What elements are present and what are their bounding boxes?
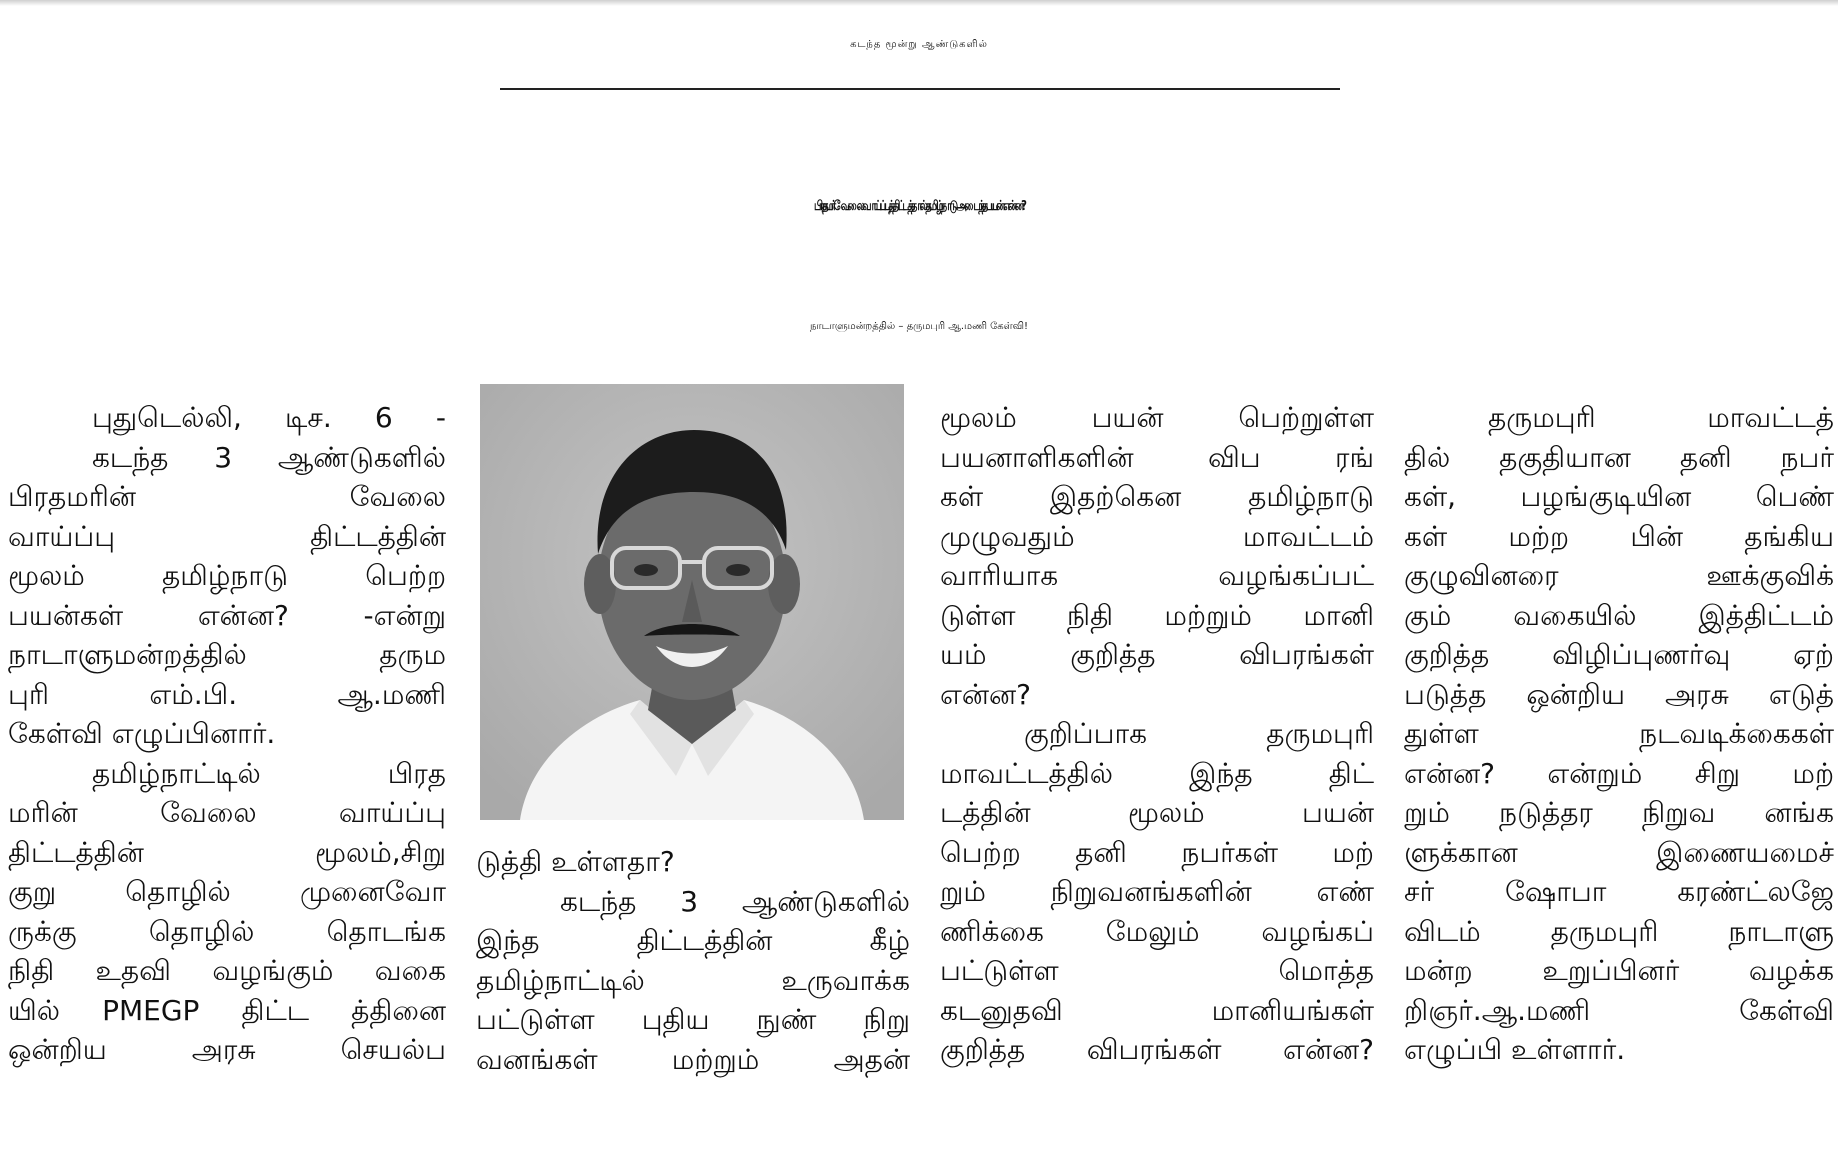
column-line: தருமபுரி மாவட்டத் <box>1488 401 1834 434</box>
column-line: படுத்த ஒன்றிய அரசு எடுத் <box>1404 677 1834 711</box>
column-line: மரின் வேலை வாய்ப்பு <box>8 796 446 829</box>
column-line: யம் குறித்த விபரங்கள் <box>940 638 1374 671</box>
column-line: மூலம் பயன் பெற்றுள்ள <box>940 401 1374 434</box>
column-line: துள்ள நடவடிக்கைகள் <box>1404 717 1834 750</box>
column-line: கடனுதவி மானியங்கள் <box>940 993 1374 1027</box>
column-line: தமிழ்நாட்டில் பிரத <box>92 756 446 790</box>
column-line: ருக்கு தொழில் தொடங்க <box>8 914 446 948</box>
column-line: விடம் தருமபுரி நாடாளு <box>1404 914 1834 948</box>
column-line: சர் ஷோபா கரண்ட்லஜே <box>1404 875 1834 908</box>
column-line: றும் நிறுவனங்களின் எண் <box>940 875 1374 908</box>
column-line: மாவட்டத்தில் இந்த திட் <box>940 756 1374 790</box>
column-line: கடந்த 3 ஆண்டுகளில் <box>560 884 910 918</box>
article-kicker: கடந்த மூன்று ஆண்டுகளில் <box>850 39 988 50</box>
column-line: குறு தொழில் முனைவோ <box>8 875 446 908</box>
article-column-3 <box>940 398 1374 1070</box>
column-line: கடந்த 3 ஆண்டுகளில் <box>92 440 446 474</box>
column-line: பட்டுள்ள மொத்த <box>940 954 1374 987</box>
column-line: ஒன்றிய அரசு செயல்ப <box>8 1033 446 1066</box>
column-line: டுத்தி உள்ளதா? <box>476 845 675 878</box>
column-line: என்ன? <box>940 677 1032 711</box>
column-line: றும் நடுத்தர நிறுவ னங்க <box>1404 796 1834 829</box>
column-line: புரி எம்.பி. ஆ.மணி <box>8 677 446 711</box>
column-line: பெற்ற தனி நபர்கள் மற் <box>940 835 1374 869</box>
column-line: பட்டுள்ள புதிய நுண் நிறு <box>476 1003 910 1036</box>
article-column-2 <box>476 842 910 1079</box>
column-line: றிஞர்.ஆ.மணி கேள்வி <box>1404 993 1834 1027</box>
mp-portrait-photo <box>480 384 904 820</box>
article-headline: பிரதமர் வேலைவாய்ப்புத் திட்டத்தால் தமிழ்நாடு அடைந்த பயன் என்ன? <box>814 199 1024 215</box>
top-band <box>0 0 1838 6</box>
column-line: கள் மற்ற பின் தங்கிய <box>1404 519 1834 553</box>
column-line: வாய்ப்பு திட்டத்தின் <box>8 519 446 553</box>
article-column-4 <box>1404 398 1834 1070</box>
column-line: இந்த திட்டத்தின் கீழ் <box>476 924 910 957</box>
column-line: பயன்கள் என்ன? -என்று <box>8 598 446 632</box>
kicker-underline <box>500 88 1340 90</box>
column-line: கள், பழங்குடியின பெண் <box>1404 480 1834 513</box>
column-line: திட்டத்தின் மூலம்,சிறு <box>8 835 446 869</box>
column-line: டுள்ள நிதி மற்றும் மானி <box>940 598 1374 632</box>
column-line: நாடாளுமன்றத்தில் தரும <box>8 638 446 671</box>
column-line: யில் PMEGP திட்ட த்தினை <box>8 993 446 1027</box>
column-line: குறித்த விழிப்புணர்வு ஏற் <box>1404 638 1834 671</box>
column-line: குழுவினரை ஊக்குவிக் <box>1404 559 1834 592</box>
column-line: ணிக்கை மேலும் வழங்கப் <box>940 914 1374 948</box>
column-line: ளுக்கான இணையமைச் <box>1404 835 1834 869</box>
column-line: கும் வகையில் இத்திட்டம் <box>1404 598 1834 632</box>
column-line: குறிப்பாக தருமபுரி <box>1024 717 1374 750</box>
column-line: நிதி உதவி வழங்கும் வகை <box>8 954 446 987</box>
column-line: கள் இதற்கென தமிழ்நாடு <box>940 480 1374 513</box>
column-line: குறித்த விபரங்கள் என்ன? <box>940 1033 1374 1066</box>
column-line: தமிழ்நாட்டில் உருவாக்க <box>476 963 910 997</box>
column-line: மூலம் தமிழ்நாடு பெற்ற <box>8 559 446 592</box>
column-line: கேள்வி எழுப்பினார். <box>8 717 276 750</box>
column-line: பயனாளிகளின் விப ரங் <box>940 440 1374 474</box>
column-line: புதுடெல்லி, டிச. 6 - <box>92 401 446 434</box>
column-line: தில் தகுதியான தனி நபர் <box>1404 440 1834 474</box>
column-line: டத்தின் மூலம் பயன் <box>940 796 1374 829</box>
column-line: என்ன? என்றும் சிறு மற் <box>1404 756 1834 790</box>
column-line: வனங்கள் மற்றும் அதன் <box>476 1042 910 1076</box>
column-line: வாரியாக வழங்கப்பட் <box>940 559 1374 592</box>
column-line: மன்ற உறுப்பினர் வழக்க <box>1404 954 1834 987</box>
column-line: பிரதமரின் வேலை <box>8 480 446 513</box>
article-subheadline: நாடாளுமன்றத்தில் – தருமபுரி ஆ.மணி கேள்வி! <box>809 321 1029 332</box>
column-line: முழுவதும் மாவட்டம் <box>940 519 1374 553</box>
column-line: எழுப்பி உள்ளார். <box>1404 1033 1626 1066</box>
article-column-1 <box>8 398 446 1070</box>
